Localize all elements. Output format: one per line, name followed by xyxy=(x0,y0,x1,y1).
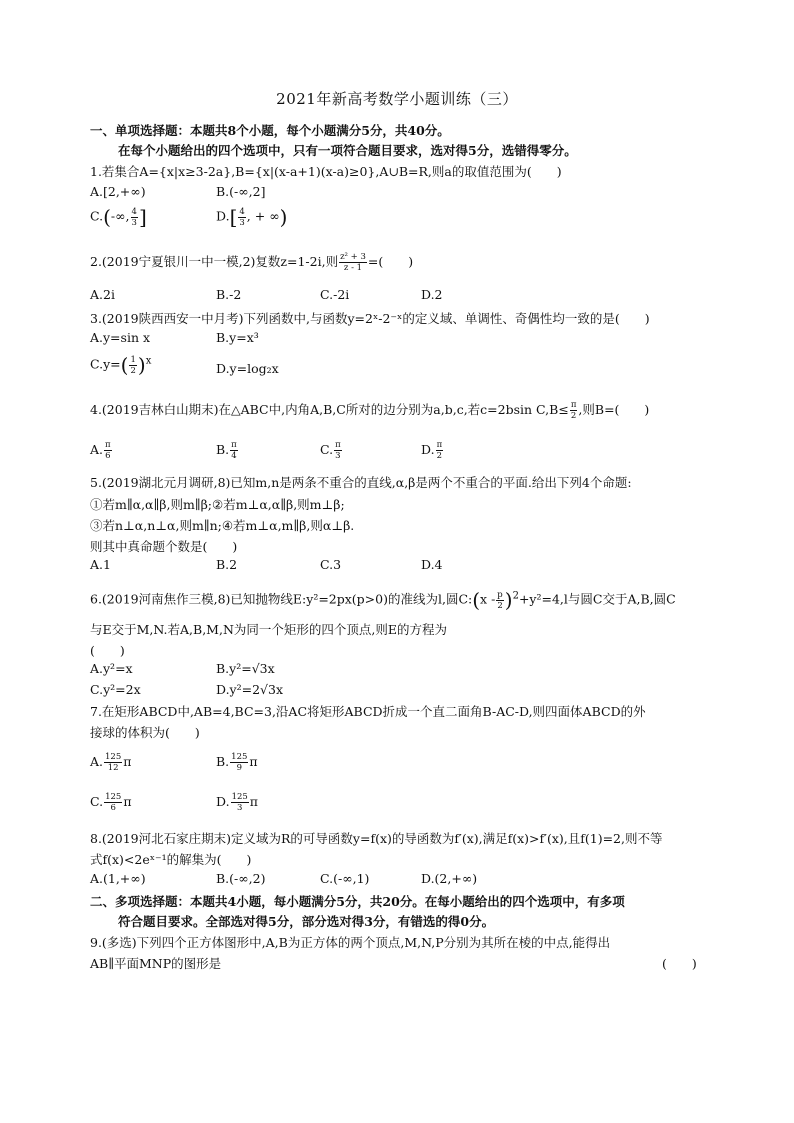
q5-option-a: A.1 xyxy=(90,557,111,572)
q5-question-line: 则其中真命题个数是( ) xyxy=(90,539,238,554)
q7-option-d: D. $\frac{125}{3}$ π xyxy=(216,792,259,813)
q2-option-d: D.2 xyxy=(421,287,443,302)
q9-answer-paren: ( ) xyxy=(662,956,697,971)
q3-option-b: B.y=x³ xyxy=(216,330,259,345)
q8-stem: 8.(2019河北石家庄期末)定义域为R的可导函数y=f(x)的导函数为f′(x),满足f(x)>f′(x),且f(1)=2,则不等 xyxy=(90,831,663,846)
section2-header: 二、多项选择题：本题共4小题，每小题满分5分，共20分。在每小题给出的四个选项中，有多项 xyxy=(90,894,625,909)
q3-stem: 3.(2019陕西西安一中月考)下列函数中,与函数y=2ˣ-2⁻ˣ的定义域、单调性、奇偶性均一致的是( ) xyxy=(90,311,650,326)
section1-instruction: 在每个小题给出的四个选项中，只有一项符合题目要求，选对得5分，选错得零分。 xyxy=(118,143,577,158)
q9-stem: 9.(多选)下列四个正方体图形中,A,B为正方体的两个顶点,M,N,P分别为其所在棱的中点,能得出 xyxy=(90,935,611,950)
q4-option-a: A. $\frac{\pi}{6}$ xyxy=(90,440,111,461)
q1-option-d: D.[ $\frac{4}{3}$ , + ∞) xyxy=(216,205,288,229)
q7-option-c: C. $\frac{125}{6}$ π xyxy=(90,792,132,813)
q6-option-b: B.y²=√3x xyxy=(216,661,275,676)
q2-stem: 2.(2019宁夏银川一中一模,2)复数z=1-2i,则 $\frac{\text{z² + 3}}{z - 1}$ =( ) xyxy=(90,252,414,273)
q7-option-b: B. $\frac{125}{9}$ π xyxy=(216,752,258,773)
q8-stem-line2: 式f(x)<2eˣ⁻¹的解集为( ) xyxy=(90,852,252,867)
section2-header-cont: 符合题目要求。全部选对得5分，部分选对得3分，有错选的得0分。 xyxy=(118,914,495,929)
q2-option-b: B.-2 xyxy=(216,287,242,302)
q5-proposition-line2: ③若n⊥α,n⊥α,则m∥n;④若m⊥α,m∥β,则α⊥β. xyxy=(90,518,355,533)
q8-option-c: C.(-∞,1) xyxy=(320,871,370,886)
q5-option-b: B.2 xyxy=(216,557,238,572)
q6-option-a: A.y²=x xyxy=(90,661,133,676)
q6-stem-line2: 与E交于M,N.若A,B,M,N为同一个矩形的四个顶点,则E的方程为 xyxy=(90,622,447,637)
q7-stem: 7.在矩形ABCD中,AB=4,BC=3,沿AC将矩形ABCD折成一个直二面角B-AC-D,则四面体ABCD的外 xyxy=(90,704,646,719)
q5-option-d: D.4 xyxy=(421,557,443,572)
q5-option-c: C.3 xyxy=(320,557,342,572)
q4-option-d: D. $\frac{\pi}{2}$ xyxy=(421,440,443,461)
q8-option-b: B.(-∞,2) xyxy=(216,871,266,886)
q5-stem: 5.(2019湖北元月调研,8)已知m,n是两条不重合的直线,α,β是两个不重合的平面.给出下列4个命题: xyxy=(90,475,632,490)
q4-option-b: B. $\frac{\pi}{4}$ xyxy=(216,440,237,461)
q1-stem: 1.若集合A={x|x≥3-2a},B={x|(x-a+1)(x-a)≥0},A∪B=R,则a的取值范围为( ) xyxy=(90,164,562,179)
q4-stem: 4.(2019吉林白山期末)在△ABC中,内角A,B,C所对的边分别为a,b,c,若c=2bsin C,B≤ $\frac{\pi}{2}$ ,则B=( ) xyxy=(90,400,650,421)
q1-option-a: A.[2,+∞) xyxy=(90,184,146,199)
section1-header: 一、单项选择题：本题共8个小题，每个小题满分5分，共40分。 xyxy=(90,123,450,138)
q8-option-a: A.(1,+∞) xyxy=(90,871,146,886)
q7-stem-line2: 接球的体积为( ) xyxy=(90,725,200,740)
q3-option-c: C.y=( $\frac{1}{2}$ )$^x$ xyxy=(90,353,152,377)
q1-option-b: B.(-∞,2] xyxy=(216,184,266,199)
q3-option-a: A.y=sin x xyxy=(90,330,151,345)
q3-option-d: D.y=log₂x xyxy=(216,361,279,376)
page-title: 2021年新高考数学小题训练（三） xyxy=(276,90,518,108)
q2-option-c: C.-2i xyxy=(320,287,350,302)
q6-stem: 6.(2019河南焦作三模,8)已知抛物线E:y²=2px(p>0)的准线为l,圆C:(x - $\frac{p}{2}$ )$^2$+y²=4,l与圆C交于A,B,圆C xyxy=(90,588,676,612)
q8-option-d: D.(2,+∞) xyxy=(421,871,478,886)
q6-option-d: D.y²=2√3x xyxy=(216,682,284,697)
q1-option-c: C.(-∞, $\frac{4}{3}$ ] xyxy=(90,205,147,229)
q5-proposition-line1: ①若m∥α,α∥β,则m∥β;②若m⊥α,α∥β,则m⊥β; xyxy=(90,497,345,512)
q6-answer-paren: ( ) xyxy=(90,643,125,658)
q4-option-c: C. $\frac{\pi}{3}$ xyxy=(320,440,341,461)
q2-option-a: A.2i xyxy=(90,287,115,302)
q7-option-a: A. $\frac{125}{12}$ π xyxy=(90,752,132,773)
q9-stem-line2: AB∥平面MNP的图形是 xyxy=(90,956,222,971)
q6-option-c: C.y²=2x xyxy=(90,682,141,697)
